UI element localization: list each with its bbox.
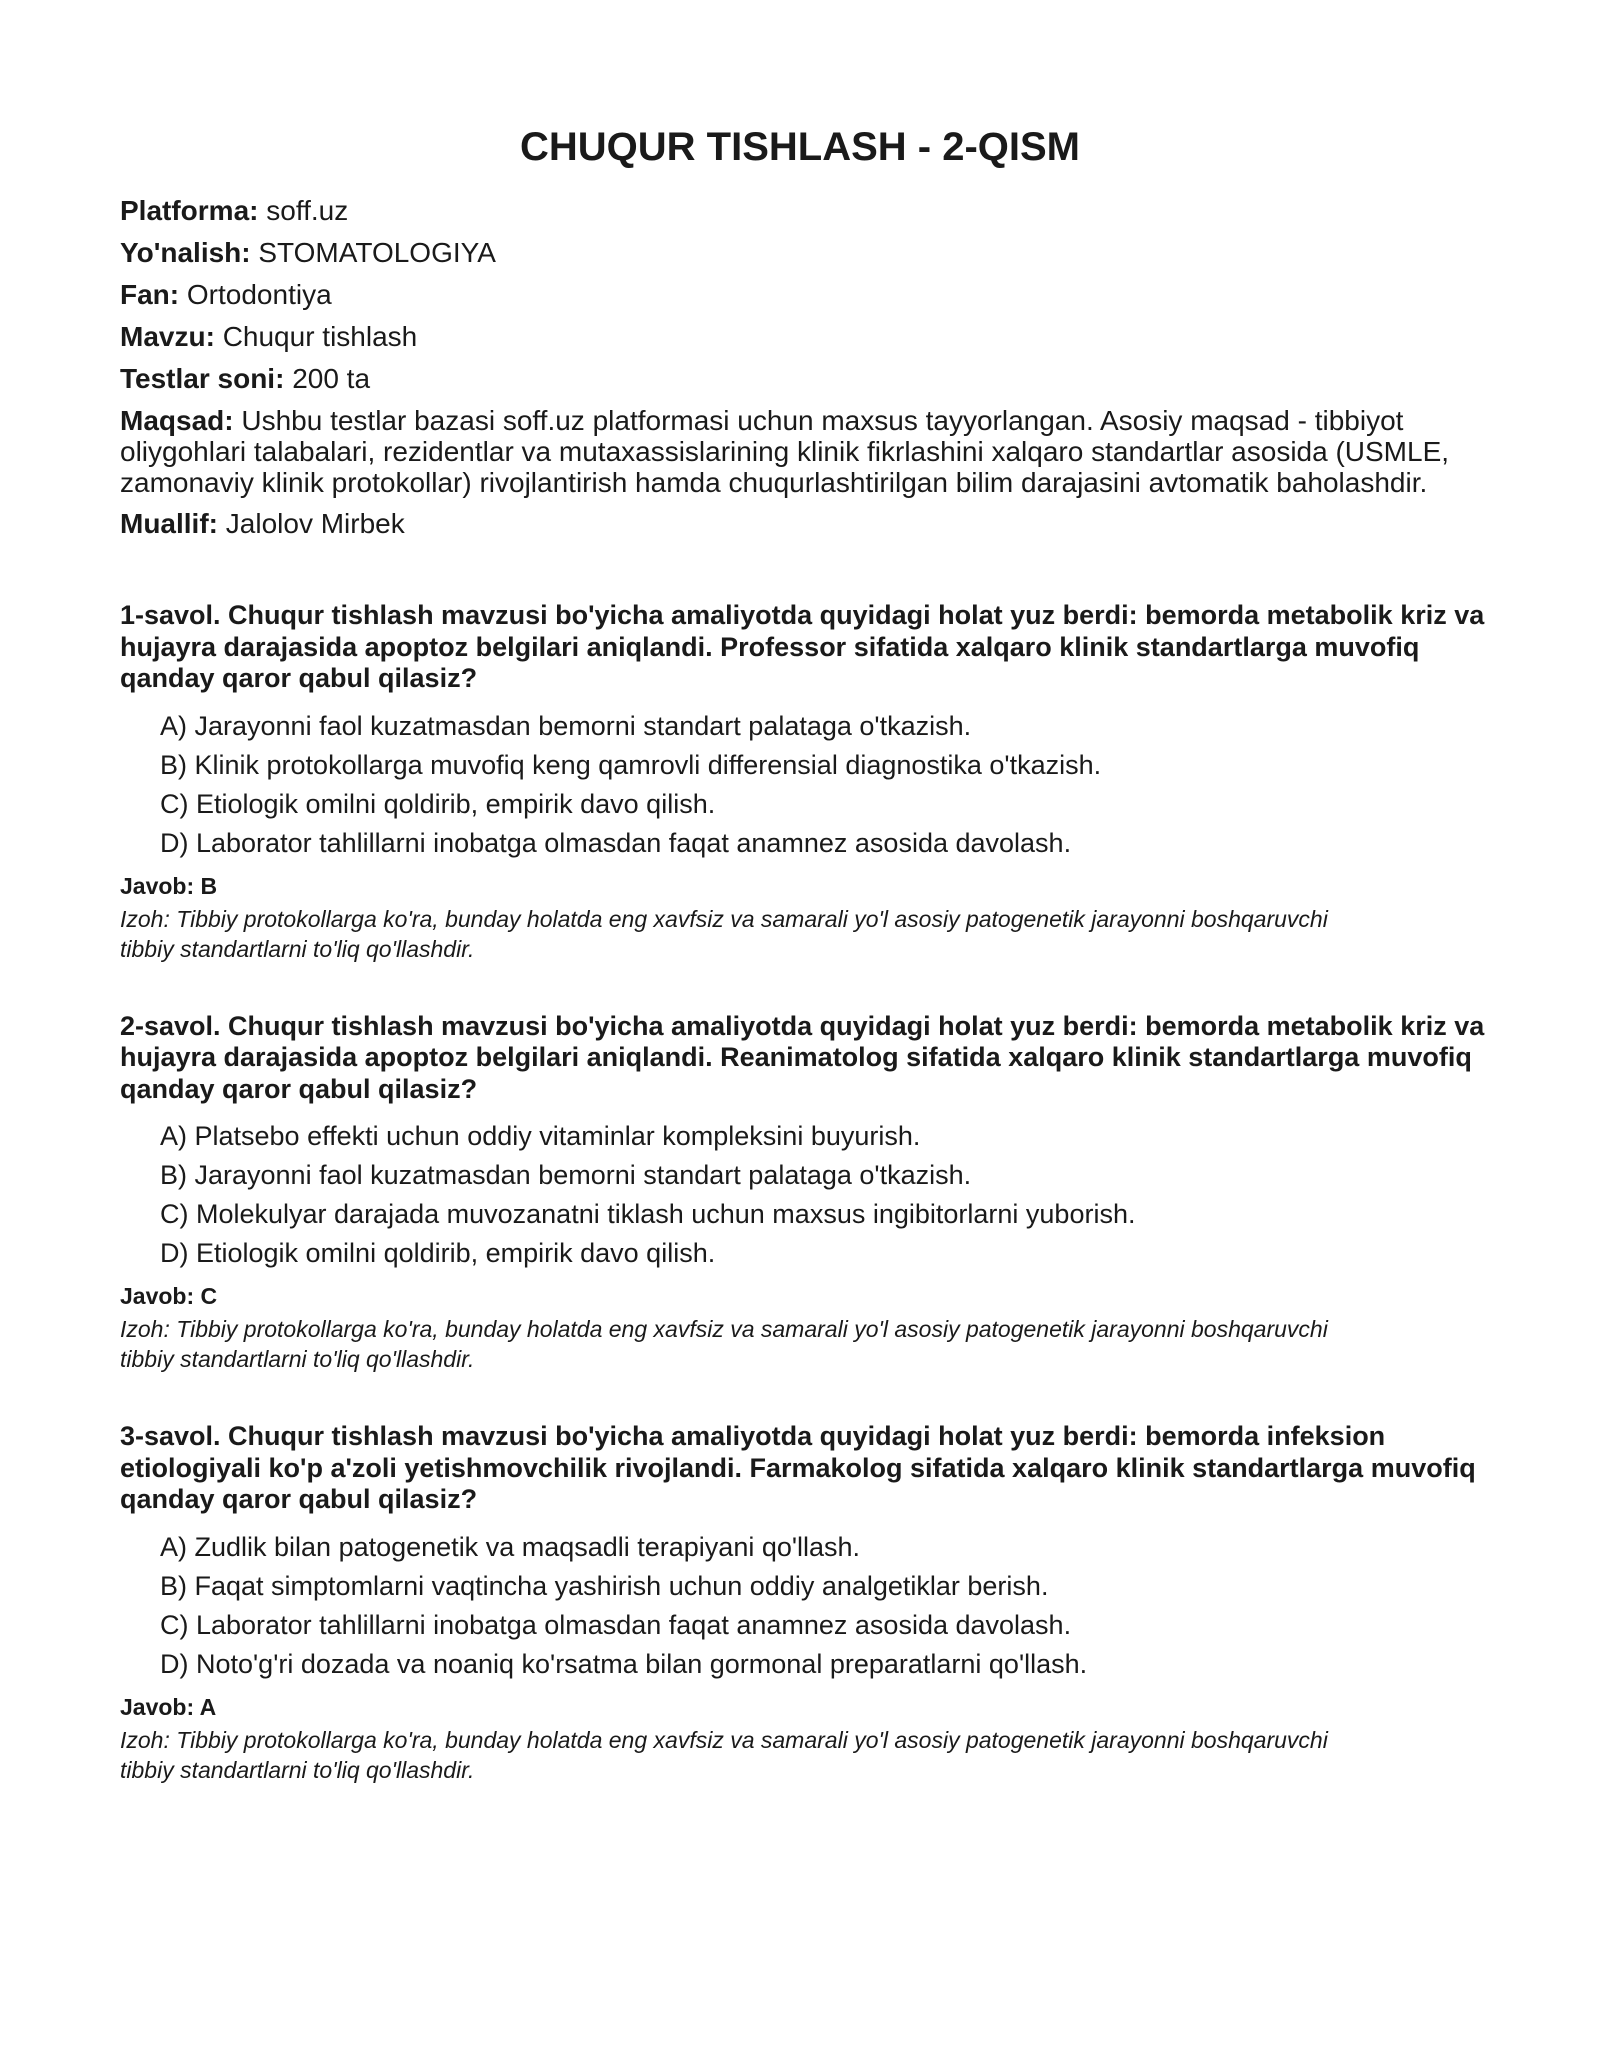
explanation-text: Izoh: Tibbiy protokollarga ko'ra, bunday holatda eng xavfsiz va samarali yo'l asosiy patogenetik jarayonni boshqaruvchi tibbiy standartlarni to'liq qo'llashdir. [120, 905, 1328, 962]
option-d: D) Noto'g'ri dozada va noaniq ko'rsatma bilan gormonal preparatlarni qo'llash. [160, 1648, 1088, 1679]
meta-key: Mavzu: [120, 321, 215, 352]
meta-key: Platforma: [120, 195, 259, 226]
meta-value: STOMATOLOGIYA [258, 237, 496, 268]
option-b: B) Jarayonni faol kuzatmasdan bemorni standart palataga o'tkazish. [160, 1160, 972, 1190]
meta-key: Fan: [120, 279, 180, 310]
option-a: A) Zudlik bilan patogenetik va maqsadli terapiyani qo'llash. [160, 1531, 861, 1562]
option-d: D) Laborator tahlillarni inobatga olmasdan faqat anamnez asosida davolash. [160, 827, 1072, 858]
document-meta [120, 195, 1500, 540]
option-list [120, 1117, 1500, 1273]
meta-platform [120, 195, 1500, 227]
answer-label: Javob: C [120, 1283, 218, 1309]
meta-purpose [120, 405, 1500, 498]
answer-label: Javob: A [120, 1693, 217, 1720]
document-title: CHUQUR TISHLASH - 2-QISM [520, 125, 1080, 169]
meta-key: Yo'nalish: [120, 237, 251, 268]
question-text: 3-savol. Chuqur tishlash mavzusi bo'yicha amaliyotda quyidagi holat yuz berdi: bemorda infeksion etiologiyali ko'p a'zoli yetishmovchilik rivojlandi. Farmakolog sifatida xalqaro klinik standartlarga muvofiq qanday qaror qabul qilasiz? [120, 1421, 1476, 1514]
answer-label: Javob: B [120, 872, 218, 899]
explanation-text: Izoh: Tibbiy protokollarga ko'ra, bunday holatda eng xavfsiz va samarali yo'l asosiy patogenetik jarayonni boshqaruvchi tibbiy standartlarni to'liq qo'llashdir. [120, 1316, 1328, 1372]
meta-author [120, 508, 1500, 540]
option-a: A) Platsebo effekti uchun oddiy vitaminlar kompleksini buyurish. [160, 1121, 921, 1151]
question-item [120, 1421, 1500, 1785]
meta-value: 200 ta [292, 363, 371, 394]
question-text: 2-savol. Chuqur tishlash mavzusi bo'yicha amaliyotda quyidagi holat yuz berdi: bemorda metabolik kriz va hujayra darajasida apoptoz belgilari aniqlandi. Reanimatolog sifatida xalqaro klinik standartlarga muvofiq qanday qaror qabul qilasiz? [120, 1010, 1485, 1104]
question-list [120, 600, 1500, 1785]
meta-key: Maqsad: [120, 405, 234, 436]
meta-value: Ortodontiya [186, 279, 332, 310]
meta-direction [120, 237, 1500, 269]
question-item [120, 1011, 1500, 1375]
meta-value: Jalolov Mirbek [225, 508, 405, 539]
explanation-text: Izoh: Tibbiy protokollarga ko'ra, bunday holatda eng xavfsiz va samarali yo'l asosiy patogenetik jarayonni boshqaruvchi tibbiy standartlarni to'liq qo'llashdir. [120, 1726, 1328, 1783]
option-c: C) Molekulyar darajada muvozanatni tiklash uchun maxsus ingibitorlarni yuborish. [160, 1199, 1136, 1229]
option-list [120, 707, 1500, 863]
document-page [120, 0, 1500, 1832]
option-c: C) Laborator tahlillarni inobatga olmasdan faqat anamnez asosida davolash. [160, 1609, 1072, 1640]
question-item [120, 600, 1500, 964]
meta-test-count [120, 363, 1500, 395]
question-text: 1-savol. Chuqur tishlash mavzusi bo'yicha amaliyotda quyidagi holat yuz berdi: bemorda metabolik kriz va hujayra darajasida apoptoz belgilari aniqlandi. Professor sifatida xalqaro klinik standartlarga muvofiq qanday qaror qabul qilasiz? [120, 600, 1485, 693]
option-b: B) Faqat simptomlarni vaqtincha yashirish uchun oddiy analgetiklar berish. [160, 1570, 1049, 1601]
meta-topic [120, 321, 1500, 353]
meta-value: soff.uz [266, 195, 349, 226]
meta-key: Muallif: [120, 508, 218, 539]
meta-value: Chuqur tishlash [222, 321, 418, 352]
option-c: C) Etiologik omilni qoldirib, empirik davo qilish. [160, 788, 716, 819]
option-d: D) Etiologik omilni qoldirib, empirik davo qilish. [160, 1238, 716, 1268]
meta-key: Testlar soni: [120, 363, 285, 394]
option-a: A) Jarayonni faol kuzatmasdan bemorni standart palataga o'tkazish. [160, 710, 972, 741]
meta-value: Ushbu testlar bazasi soff.uz platformasi uchun maxsus tayyorlangan. Asosiy maqsad - tibbiyot oliygohlari talabalari, rezidentlar va mutaxassislarining klinik fikrlashini xalqaro standartlar asosida (USMLE, zamonaviy klinik protokollar) rivojlantirish hamda chuqurlashtirilgan bilim darajasini avtomatik baholashdir. [120, 405, 1450, 498]
meta-subject [120, 279, 1500, 311]
option-list [120, 1528, 1500, 1684]
option-b: B) Klinik protokollarga muvofiq keng qamrovli differensial diagnostika o'tkazish. [160, 749, 1102, 780]
